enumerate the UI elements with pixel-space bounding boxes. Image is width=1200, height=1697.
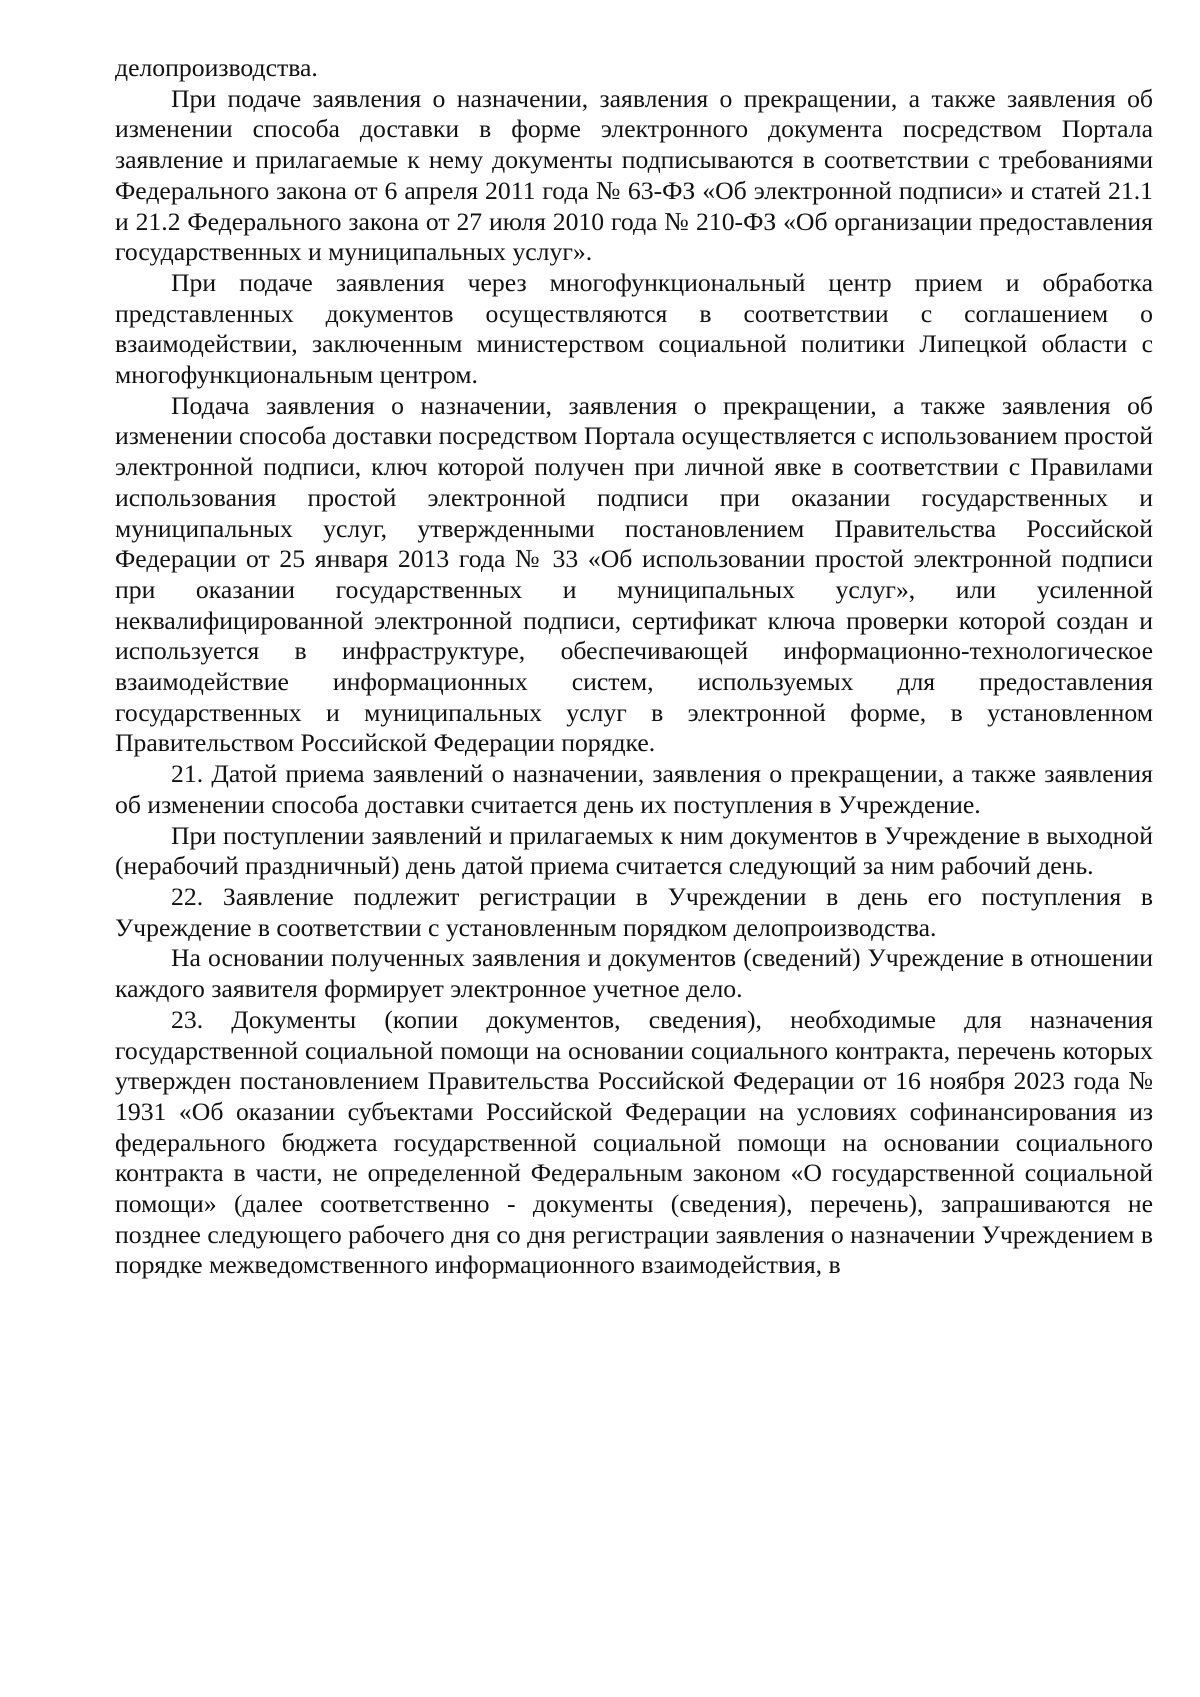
paragraph-23-documents: 23. Документы (копии документов, сведения), необходимые для назначения государственной социальной помощи на основании социального контракта, перечень которых утвержден постановлением Правительства Российской Федерации от 16 ноября 2023 года № 1931 «Об оказании субъектами Российской Федерации на условиях софинансирования из федерального бюджета государственной социальной помощи на основании социального контракта в части, не определенной Федеральным законом «О государственной социальной помощи» (далее соответственно - документы (сведения), перечень), запрашиваются не позднее следующего рабочего дня со дня регистрации заявления о назначении Учреждением в порядке межведомственного информационного взаимодействия, в [115,1004,1153,1280]
paragraph-22-registration: 22. Заявление подлежит регистрации в Учреждении в день его поступления в Учреждение в соответствии с установленным порядком делопроизводства. [115,881,1153,942]
paragraph-mfc-submission: При подаче заявления через многофункциональный центр прием и обработка представленных документов осуществляются в соответствии с соглашением о взаимодействии, заключенным министерством социальной политики Липецкой области с многофункциональным центром. [115,267,1153,390]
paragraph-electronic-submission: При подаче заявления о назначении, заявления о прекращении, а также заявления об изменении способа доставки в форме электронного документа посредством Портала заявление и прилагаемые к нему документы подписываются в соответствии с требованиями Федерального закона от 6 апреля 2011 года № 63-ФЗ «Об электронной подписи» и статей 21.1 и 21.2 Федерального закона от 27 июля 2010 года № 210-ФЗ «Об организации предоставления государственных и муниципальных услуг». [115,83,1153,267]
paragraph-continuation: делопроизводства. [115,53,318,82]
paragraph-21-acceptance-date: 21. Датой приема заявлений о назначении, заявления о прекращении, а также заявления об изменении способа доставки считается день их поступления в Учреждение. [115,759,1153,819]
paragraph-portal-signature: Подача заявления о назначении, заявления о прекращении, а также заявления об изменении способа доставки посредством Портала осуществляется с использованием простой электронной подписи, ключ которой получен при личной явке в соответствии с Правилами использования простой электронной подписи при оказании государственных и муниципальных услуг, утвержденными постановлением Правительства Российской Федерации от 25 января 2013 года № 33 «Об использовании простой электронной подписи при оказании государственных и муниципальных услуг», или усиленной неквалифицированной электронной подписи, сертификат ключа проверки которой создан и используется в инфраструктуре, обеспечивающей информационно-технологическое взаимодействие информационных систем, используемых для предоставления государственных и муниципальных услуг в электронной форме, в установленном Правительством Российской Федерации порядке. [115,390,1153,758]
paragraph-case-file: На основании полученных заявления и документов (сведений) Учреждение в отношении каждого заявителя формирует электронное учетное дело. [115,943,1153,1004]
document-body [115,53,1153,1281]
paragraph-holiday-receipt: При поступлении заявлений и прилагаемых к ним документов в Учреждение в выходной (нерабочий праздничный) день датой приема считается следующий за ним рабочий день. [115,820,1153,881]
